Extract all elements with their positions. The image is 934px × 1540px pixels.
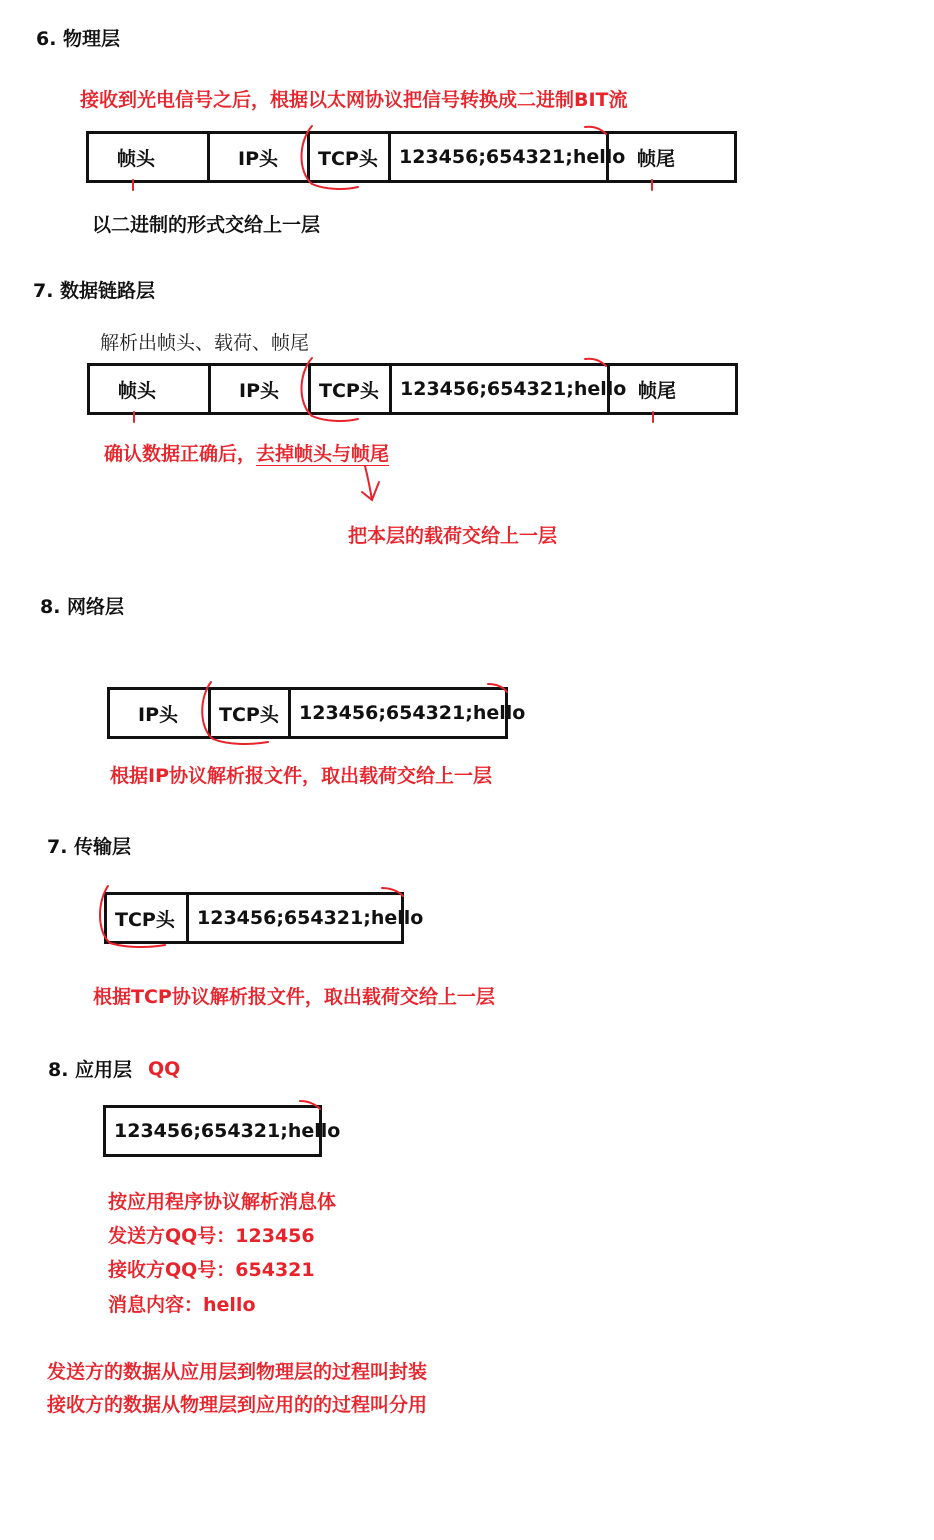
section-8b-packet (103, 1105, 341, 1157)
app-line-1: 按应用程序协议解析消息体 (108, 1191, 337, 1213)
section-6-heading: 6. 物理层 (36, 28, 121, 50)
app-line-3: 接收方QQ号：654321 (108, 1259, 315, 1281)
strip-frame-text: 去掉帧头与帧尾 (256, 443, 390, 465)
section-7b-heading: 7. 传输层 (47, 836, 132, 858)
section-7a-red-note-2: 把本层的载荷交给上一层 (348, 525, 558, 547)
summary-line-1: 发送方的数据从应用层到物理层的过程叫封装 (47, 1361, 428, 1383)
section-7a-heading: 7. 数据链路层 (33, 280, 156, 302)
app-line-2: 发送方QQ号：123456 (108, 1225, 315, 1247)
tcp-head-cell: TCP头 (311, 366, 392, 412)
down-arrow-mark (362, 466, 379, 500)
section-8a-heading: 8. 网络层 (40, 596, 125, 618)
frame-tail-cell: 帧尾 (638, 379, 677, 402)
section-6-below: 以二进制的形式交给上一层 (92, 214, 321, 236)
section-6-note: 接收到光电信号之后，根据以太网协议把信号转换成二进制BIT流 (80, 89, 628, 111)
frame-head-cell: 帧头 (90, 366, 211, 412)
app-line-4: 消息内容：hello (108, 1294, 256, 1316)
payload-cell: 123456;654321;hello (392, 366, 610, 412)
section-8b-heading: 8. 应用层 (48, 1059, 133, 1081)
ip-head-cell: IP头 (210, 134, 310, 180)
tcp-head-cell: TCP头 (310, 134, 391, 180)
section-7a-note: 解析出帧头、载荷、帧尾 (100, 332, 310, 354)
section-8a-packet (107, 687, 526, 739)
frame-tail-cell: 帧尾 (637, 147, 676, 170)
section-7b-packet (104, 892, 424, 944)
frame-head-cell: 帧头 (89, 134, 210, 180)
tcp-head-cell: TCP头 (107, 895, 189, 941)
payload-cell: 123456;654321;hello (391, 134, 609, 180)
section-7a-packet (87, 363, 738, 415)
tcp-head-cell: TCP头 (211, 690, 291, 736)
payload-cell: 123456;654321;hello (197, 907, 424, 929)
qq-tag: QQ (148, 1058, 181, 1080)
section-7b-note: 根据TCP协议解析报文件，取出载荷交给上一层 (93, 986, 495, 1008)
summary-line-2: 接收方的数据从物理层到应用的的过程叫分用 (47, 1394, 428, 1416)
confirm-text: 确认数据正确后， (104, 443, 257, 465)
section-7a-red-note (104, 439, 389, 466)
ip-head-cell: IP头 (211, 366, 311, 412)
ip-head-cell: IP头 (110, 690, 211, 736)
section-6-packet (86, 131, 737, 183)
payload-cell: 123456;654321;hello (114, 1120, 341, 1142)
section-8a-note: 根据IP协议解析报文件，取出载荷交给上一层 (110, 765, 492, 787)
payload-cell: 123456;654321;hello (299, 702, 526, 724)
